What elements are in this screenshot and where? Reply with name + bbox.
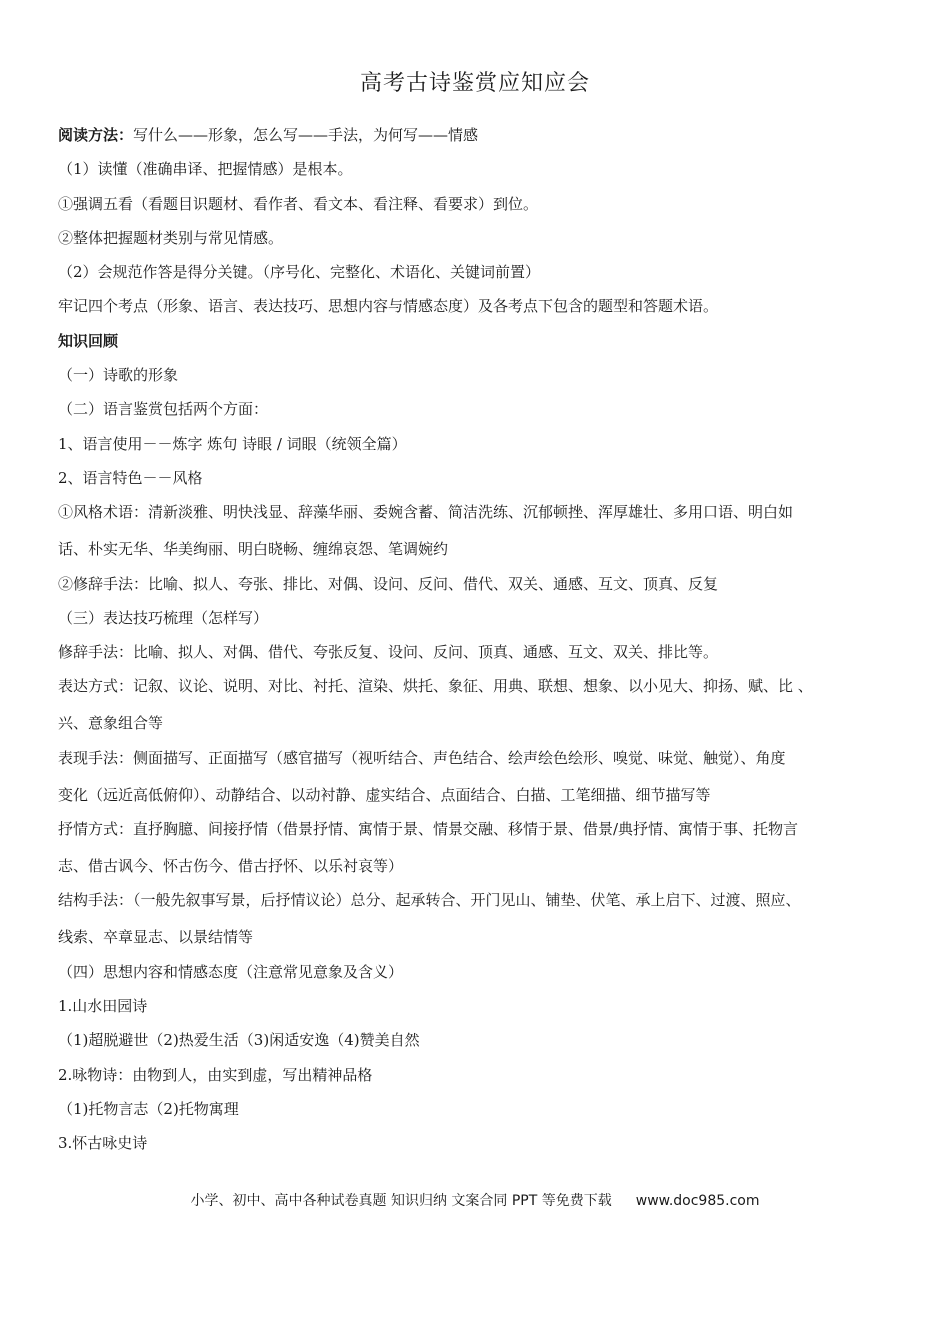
paragraph-line: 2.咏物诗：由物到人，由实到虚，写出精神品格 — [58, 1065, 373, 1084]
reading-method-line — [58, 123, 908, 157]
paragraph-line: （一）诗歌的形象 — [58, 366, 179, 385]
paragraph-line: 2、语言特色－－风格 — [58, 468, 203, 487]
paragraph-line: ②修辞手法：比喻、拟人、夸张、排比、对偶、设问、反问、借代、双关、通感、互文、顶真、反复 — [58, 574, 719, 593]
paragraph-line: 变化（远近高低俯仰）、动静结合、以动衬静、虚实结合、点面结合、白描、工笔细描、细节描写等 — [58, 785, 711, 804]
paragraph-line: 线索、卒章显志、以景结情等 — [58, 928, 254, 947]
paragraph-line: （四）思想内容和情感态度（注意常见意象及含义） — [58, 962, 404, 981]
paragraph-line: （2）会规范作答是得分关键。（序号化、完整化、术语化、关键词前置） — [58, 263, 541, 282]
paragraph-line: 抒情方式：直抒胸臆、间接抒情（借景抒情、寓情于景、情景交融、移情于景、借景/典抒情、寓情于事、托物言 — [58, 820, 799, 839]
paragraph-line: ①强调五看（看题目识题材、看作者、看文本、看注释、看要求）到位。 — [58, 194, 539, 213]
paragraph-line: 结构手法：（一般先叙事写景，后抒情议论）总分、起承转合、开门见山、铺垫、伏笔、承上启下、过渡、照应、 — [58, 891, 801, 910]
paragraph-line: 话、朴实无华、华美绚丽、明白晓畅、缠绵哀怨、笔调婉约 — [58, 540, 449, 559]
paragraph-line: 表现手法：侧面描写、正面描写（感官描写（视听结合、声色结合、绘声绘色绘形、嗅觉、味觉、触觉）、角度 — [58, 748, 786, 767]
page-footer — [0, 1190, 950, 1210]
paragraph-line: （1)托物言志（2)托物寓理 — [58, 1099, 239, 1118]
paragraph-line: （二）语言鉴赏包括两个方面： — [58, 400, 269, 419]
page-title: 高考古诗鉴赏应知应会 — [359, 71, 590, 96]
paragraph-line: ②整体把握题材类别与常见情感。 — [58, 228, 284, 247]
paragraph-line: 3.怀古咏史诗 — [58, 1134, 148, 1153]
paragraph-line: ①风格术语：清新淡雅、明快浅显、辞藻华丽、委婉含蓄、简洁洗练、沉郁顿挫、浑厚雄壮、多用口语、明白如 — [58, 503, 794, 522]
footer-url-link[interactable]: www.doc985.com — [635, 1193, 760, 1209]
paragraph-line: 兴、意象组合等 — [58, 714, 164, 733]
paragraph-line: 表达方式：记叙、议论、说明、对比、衬托、渲染、烘托、象征、用典、联想、想象、以小见大、抑扬、赋、比 、 — [58, 677, 813, 696]
paragraph-line: 修辞手法：比喻、拟人、对偶、借代、夸张反复、设问、反问、顶真、通感、互文、双关、排比等。 — [58, 643, 719, 662]
reading-method-label: 阅读方法： — [58, 126, 134, 144]
paragraph-line: 志、借古讽今、怀古伤今、借古抒怀、以乐衬哀等） — [58, 857, 404, 876]
knowledge-heading: 知识回顾 — [58, 331, 119, 350]
paragraph-line: （三）表达技巧梳理（怎样写） — [58, 608, 269, 627]
paragraph-line: 1、语言使用－－炼字 炼句 诗眼 / 词眼（统领全篇） — [58, 434, 407, 453]
paragraph-line: 牢记四个考点（形象、语言、表达技巧、思想内容与情感态度）及各考点下包含的题型和答题术语。 — [58, 297, 719, 316]
reading-method-text: 写什么——形象，怎么写——手法，为何写——情感 — [133, 126, 479, 144]
paragraph-line: （1）读懂（准确串译、把握情感）是根本。 — [58, 160, 353, 179]
paragraph-line: 1.山水田园诗 — [58, 996, 148, 1015]
footer-text: 小学、初中、高中各种试卷真题 知识归纳 文案合同 PPT 等免费下载 — [190, 1193, 612, 1209]
document-body — [58, 123, 908, 1165]
paragraph-line: （1)超脱避世（2)热爱生活（3)闲适安逸（4)赞美自然 — [58, 1031, 420, 1050]
